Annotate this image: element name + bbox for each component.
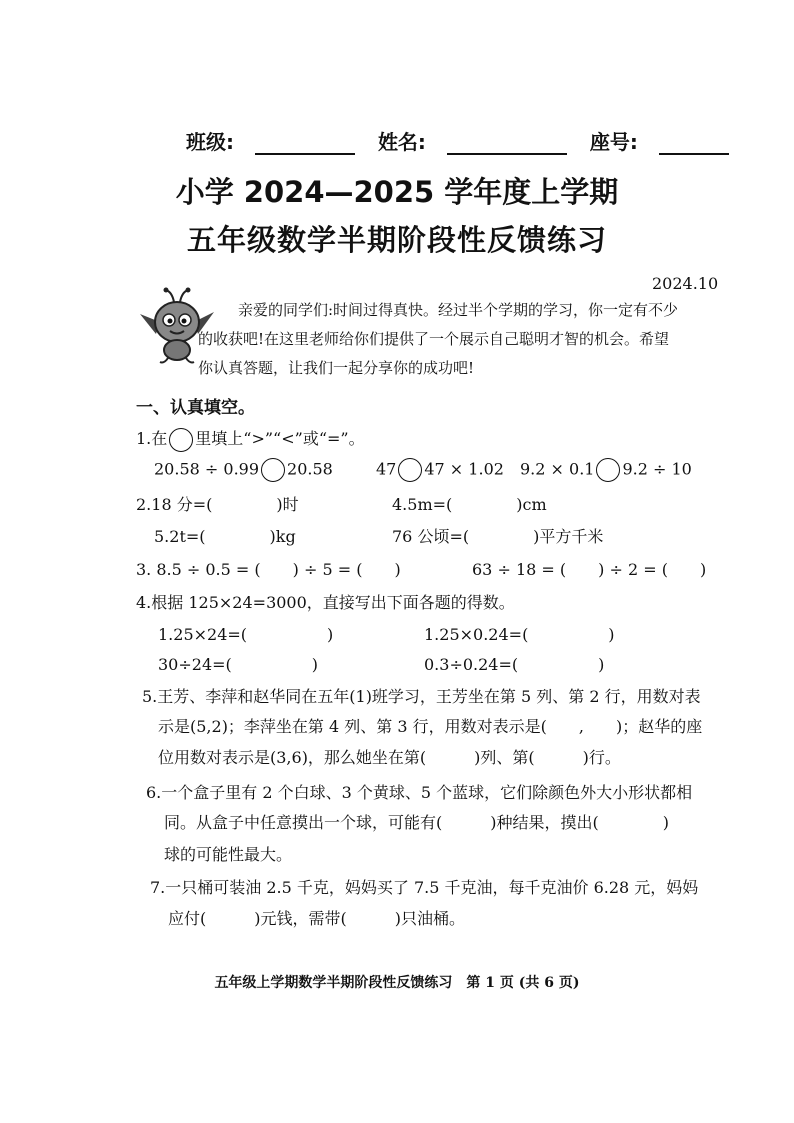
q1-b-answer-circle[interactable]: [398, 458, 422, 482]
q1-b-right: 47 × 1.02: [424, 459, 504, 479]
exam-date: 2024.10: [652, 274, 719, 293]
q3-item-a: 3. 8.5 ÷ 0.5 = ( ) ÷ 5 = ( ): [136, 560, 401, 579]
question-1-stem: [136, 426, 365, 452]
q2-item-b: 4.5m=( )cm: [392, 495, 547, 514]
name-label: 姓名:: [377, 130, 426, 154]
q1-c-right: 9.2 ÷ 10: [622, 459, 692, 479]
class-label: 班级:: [186, 130, 234, 154]
intro-line-1: 亲爱的同学们:时间过得真快。经过半个学期的学习，你一定有不少: [238, 301, 679, 319]
q4-item-a: 1.25×24=( ): [158, 625, 334, 644]
student-info-line: [186, 126, 729, 155]
q1-a-right: 20.58: [287, 459, 333, 479]
q1-a-left: 20.58 ÷ 0.99: [154, 459, 260, 479]
q5-line-1: 5.王芳、李萍和赵华同在五年(1)班学习，王芳坐在第 5 列、第 2 行，用数对表: [142, 687, 701, 706]
q2-item-a: 2.18 分=( )时: [136, 495, 299, 514]
name-blank[interactable]: [447, 135, 567, 155]
q1-c-answer-circle[interactable]: [596, 458, 620, 482]
q6-line-3: 球的可能性最大。: [164, 845, 293, 864]
q1-suffix: 里填上“>”“<”或“=”。: [195, 429, 365, 448]
q5-line-3: 位用数对表示是(3,6)，那么她坐在第( )列、第( )行。: [158, 748, 621, 767]
q1-c-left: 9.2 × 0.1: [520, 459, 595, 479]
intro-paragraph: [198, 296, 732, 383]
q4-item-b: 1.25×0.24=( ): [424, 625, 615, 644]
seat-label: 座号:: [589, 130, 638, 154]
q6-line-2: 同。从盒子中任意摸出一个球，可能有( )种结果，摸出( ): [164, 813, 669, 832]
q4-item-c: 30÷24=( ): [158, 655, 319, 674]
intro-line-3: 你认真答题，让我们一起分享你的成功吧!: [198, 359, 475, 377]
title-line-1: 小学 2024—2025 学年度上学期: [175, 175, 619, 209]
q1-item-b: [376, 458, 504, 482]
q3-item-b: 63 ÷ 18 = ( ) ÷ 2 = ( ): [472, 560, 707, 579]
q1-b-left: 47: [376, 459, 397, 479]
q1-a-answer-circle[interactable]: [261, 458, 285, 482]
section-heading-fill-in: 一、认真填空。: [136, 398, 255, 418]
q1-item-c: [520, 458, 692, 482]
q7-line-1: 7.一只桶可装油 2.5 千克，妈妈买了 7.5 千克油，每千克油价 6.28 元，妈妈: [150, 878, 699, 897]
q7-line-2: 应付( )元钱，需带( )只油桶。: [168, 909, 465, 928]
q4-item-d: 0.3÷0.24=( ): [424, 655, 605, 674]
q1-prefix: 1.在: [136, 429, 168, 448]
title-line-2: 五年级数学半期阶段性反馈练习: [186, 223, 607, 257]
class-blank[interactable]: [255, 135, 355, 155]
q1-item-a: [154, 458, 333, 482]
q4-stem: 4.根据 125×24=3000，直接写出下面各题的得数。: [136, 593, 515, 612]
q6-line-1: 6.一个盒子里有 2 个白球、3 个黄球、5 个蓝球，它们除颜色外大小形状都相: [146, 783, 693, 802]
q2-item-c: 5.2t=( )kg: [154, 527, 296, 546]
q5-line-2: 示是(5,2)；李萍坐在第 4 列、第 3 行，用数对表示是( , )；赵华的座: [158, 717, 703, 736]
q2-item-d: 76 公顷=( )平方千米: [392, 527, 604, 546]
intro-line-2: 的收获吧!在这里老师给你们提供了一个展示自己聪明才智的机会。希望: [198, 330, 670, 348]
compare-circle-icon: [169, 428, 193, 452]
seat-blank[interactable]: [659, 135, 729, 155]
page-footer: 五年级上学期数学半期阶段性反馈练习 第 1 页 (共 6 页): [214, 975, 580, 991]
